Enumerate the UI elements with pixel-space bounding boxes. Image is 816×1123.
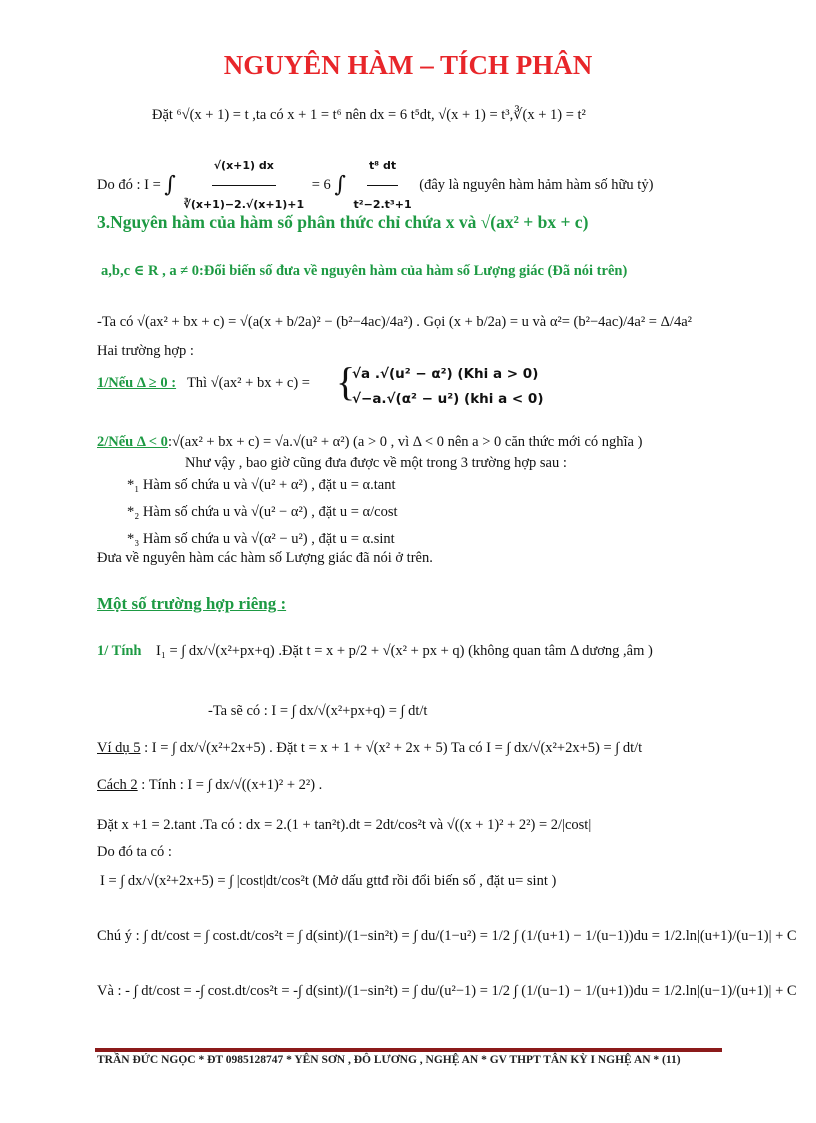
do-do-label: Do đó ta có : [97,844,172,860]
integral-sign: ∫ [334,172,346,198]
integral-sign: ∫ [164,172,176,198]
case-2-label: 2/Nếu Δ < 0 [97,434,168,450]
example-1-label: 1/ Tính [97,643,142,659]
vi-du-5-text: : I = ∫ dx/√(x²+2x+5) . Đặt t = x + 1 + √(x² + 2x + 5) Ta có I = ∫ dx/√(x²+2x+5) = ∫ dt/t [144,740,643,756]
I-line: I = ∫ dx/√(x²+2x+5) = ∫ |cost|dt/cos²t (Mở dấu gttđ rồi đổi biến số , đặt u= sint ) [100,873,557,889]
footer-rule [95,1048,722,1052]
star-1: *₁ Hàm số chứa u và √(u² + α²) , đặt u = α.tant [127,477,396,493]
case-2-note: Như vậy , bao giờ cũng đưa được về một trong 3 trường hợp sau : [185,455,567,471]
fraction-2: $\frac{\text{t⁸ dt}}{\text{t²−2.t³+1}}$ [352,148,414,223]
case-1-text: Thì √(ax² + bx + c) = [186,375,310,391]
example-1-result: -Ta sẽ có : I = ∫ dx/√(x²+px+q) = ∫ dt/t [208,703,428,719]
brace-icon: { [336,359,356,404]
va-line: Và : - ∫ dt/cost = -∫ cost.dt/cos²t = -∫ d(sint)/(1−sin²t) = ∫ du/(u²−1) = 1/2 ∫ (1/(u−1) − 1/(u+1))du = 1/2.ln|(u−1)/(u+1)| + C [97,983,797,999]
vi-du-5-label: Ví dụ 5 [97,740,141,756]
cach-2-text: : Tính : I = ∫ dx/√((x+1)² + 2²) . [141,777,323,793]
case-1a: √a .√(u² − α²) (Khi a > 0) [352,366,539,382]
vi-du-5 [97,740,642,757]
integral-prefix: Do đó : I = [97,176,161,193]
chu-y-line: Chú ý : ∫ dt/cost = ∫ cost.dt/cos²t = ∫ d(sint)/(1−sin²t) = ∫ du/(1−u²) = 1/2 ∫ (1/(u+1) − 1/(u−1))du = 1/2.ln|(u+1)/(u−1)| + C [97,928,797,944]
dat-line: Đặt x +1 = 2.tant .Ta có : dx = 2.(1 + tan²t).dt = 2dt/cos²t và √((x + 1)² + 2²) = 2/|cost| [97,817,592,833]
cach-2-label: Cách 2 [97,777,138,793]
footer: TRẦN ĐỨC NGỌC * ĐT 0985128747 * YÊN SƠN , ĐÔ LƯƠNG , NGHỆ AN * GV THPT TÂN KỲ I NGHỆ AN * (11) [97,1054,681,1066]
case-1-label: 1/Nếu Δ ≥ 0 : [97,375,177,391]
conclusion: Đưa về nguyên hàm các hàm số Lượng giác đã nói ở trên. [97,550,433,566]
cach-2 [97,777,322,794]
case-2-text: :√(ax² + bx + c) = √a.√(u² + α²) (a > 0 , vì Δ < 0 nên a > 0 căn thức mới có nghĩa ) [167,434,643,450]
taco-line: -Ta có √(ax² + bx + c) = √(a(x + b/2a)² − (b²−4ac)/4a²) . Gọi (x + b/2a) = u và α²= (b²−4ac)/4a² = Δ/4a² [97,314,692,330]
special-cases-heading: Một số trường hợp riêng : [97,594,287,613]
page-title: NGUYÊN HÀM – TÍCH PHÂN [223,50,593,80]
section-3-heading: 3.Nguyên hàm của hàm số phân thức chỉ chứa x và √(ax² + bx + c) [97,212,589,232]
fraction-1: $\frac{√(x+1) dx}{∛(x+1)-2.√(x+1)+1}$ [181,148,306,223]
case-1b: √−a.√(α² − u²) (khi a < 0) [352,391,544,407]
substitution-line: Đặt ⁶√(x + 1) = t ,ta có x + 1 = t⁶ nên dx = 6 t⁵dt, √(x + 1) = t³,∛(x + 1) = t² [152,107,586,123]
example-1 [97,643,653,660]
example-1-text: I₁ = ∫ dx/√(x²+px+q) .Đặt t = x + p/2 + √(x² + px + q) (không quan tâm Δ dương ,âm ) [155,643,653,659]
case-2 [97,434,642,451]
case-1 [97,363,310,403]
equals-six: = 6 [311,176,331,193]
star-3: *₃ Hàm số chứa u và √(α² − u²) , đặt u = α.sint [127,531,395,547]
two-cases-label: Hai trường hợp : [97,343,194,359]
integral-note: (đây là nguyên hàm hảm hàm số hữu tỷ) [419,176,654,193]
section-3-subheading: a,b,c ∈ R , a ≠ 0:Đổi biến số đưa về nguyên hàm của hàm số Lượng giác (Đã nói trên) [101,263,628,279]
star-2: *₂ Hàm số chứa u và √(u² − α²) , đặt u = α/cost [127,504,398,520]
